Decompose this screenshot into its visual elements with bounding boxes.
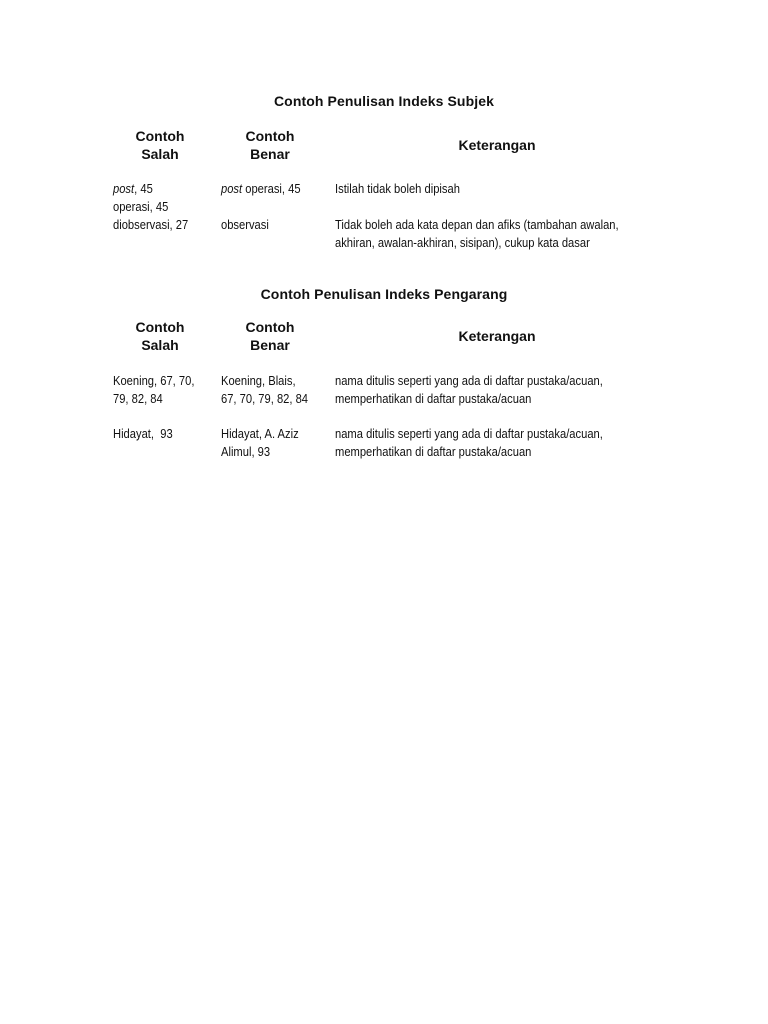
subjek-header-keterangan: Keterangan [458, 137, 536, 153]
cell-line [113, 180, 168, 198]
cell-line: 67, 70, 79, 82, 84 [221, 391, 309, 406]
pengarang-header-salah [110, 318, 210, 354]
subjek-header-benar-line1: Contoh [245, 128, 295, 144]
pengarang-header-benar [220, 318, 320, 354]
subjek-title: Contoh Penulisan Indeks Subjek [273, 93, 495, 109]
table-cell-salah [113, 216, 188, 234]
pengarang-header-benar-line1: Contoh [245, 319, 295, 335]
pengarang-header-benar-line2: Benar [250, 337, 290, 353]
cell-line: Koening, 67, 70, [113, 373, 195, 388]
cell-line: memperhatikan di daftar pustaka/acuan [335, 444, 532, 459]
cell-line: Alimul, 93 [221, 444, 271, 459]
cell-line: akhiran, awalan-akhiran, sisipan), cukup kata dasar [335, 235, 590, 250]
table-cell-salah [113, 180, 168, 216]
table-cell-keterangan [335, 180, 460, 198]
pengarang-header-salah-line1: Contoh [135, 319, 185, 335]
cell-text: , 45 [134, 181, 153, 196]
subjek-header-benar-line2: Benar [250, 146, 290, 162]
table-cell-salah [113, 425, 173, 443]
cell-line: observasi [221, 217, 269, 232]
cell-line: nama ditulis seperti yang ada di daftar pustaka/acuan, [335, 373, 603, 388]
table-cell-benar [221, 425, 299, 461]
cell-line: Istilah tidak boleh dipisah [335, 181, 460, 196]
pengarang-header-keterangan: Keterangan [458, 328, 536, 344]
cell-text: operasi, 45 [242, 181, 301, 196]
cell-line: nama ditulis seperti yang ada di daftar pustaka/acuan, [335, 426, 603, 441]
table-cell-benar [221, 180, 301, 198]
pengarang-header-salah-line2: Salah [141, 337, 179, 353]
table-cell-benar [221, 372, 308, 408]
table-cell-keterangan [335, 216, 619, 252]
italic-term: post [221, 181, 243, 196]
cell-line: Tidak boleh ada kata depan dan afiks (tambahan awalan, [335, 217, 619, 232]
cell-line: memperhatikan di daftar pustaka/acuan [335, 391, 532, 406]
italic-term: post [113, 181, 135, 196]
cell-line: Koening, Blais, [221, 373, 296, 388]
subjek-header-salah-line1: Contoh [135, 128, 185, 144]
subjek-header-salah [110, 127, 210, 163]
cell-line: operasi, 45 [113, 199, 169, 214]
table-cell-salah [113, 372, 194, 408]
cell-line: Hidayat, A. Aziz [221, 426, 299, 441]
table-cell-keterangan [335, 372, 603, 408]
cell-line: Hidayat, 93 [113, 426, 173, 441]
cell-line: 79, 82, 84 [113, 391, 163, 406]
pengarang-title: Contoh Penulisan Indeks Pengarang [260, 286, 508, 302]
table-cell-benar [221, 216, 269, 234]
cell-line [221, 180, 301, 198]
subjek-header-salah-line2: Salah [141, 146, 179, 162]
table-cell-keterangan [335, 425, 603, 461]
subjek-header-benar [220, 127, 320, 163]
cell-line: diobservasi, 27 [113, 217, 189, 232]
